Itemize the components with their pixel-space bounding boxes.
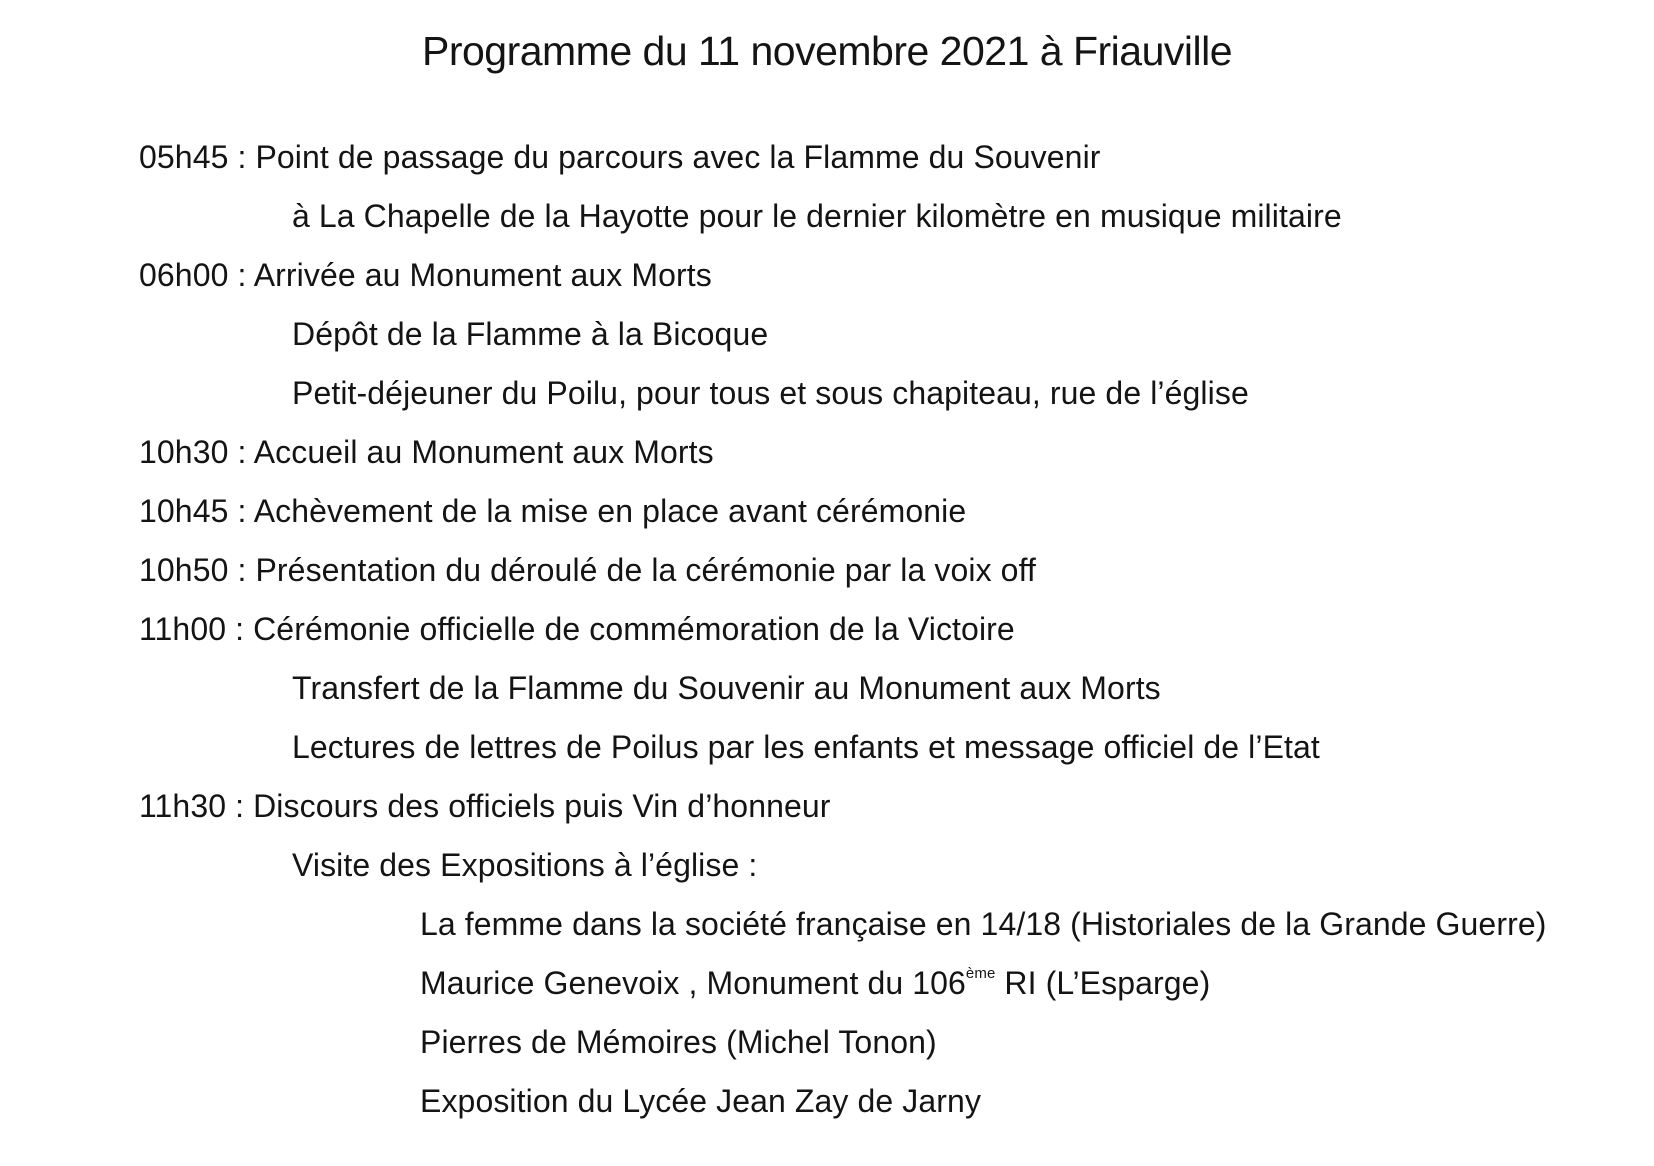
schedule-text: Discours des officiels puis Vin d’honneur [253, 788, 831, 824]
schedule-line [139, 609, 1015, 649]
schedule-line [139, 491, 966, 531]
schedule-time: 10h30 [139, 434, 229, 470]
schedule-subline: Visite des Expositions à l’église : [292, 847, 758, 883]
schedule-subline: Petit-déjeuner du Poilu, pour tous et sous chapiteau, rue de l’église [292, 375, 1249, 411]
schedule-line [139, 137, 1101, 177]
schedule-time: 10h45 [139, 493, 229, 529]
schedule-text: Arrivée au Monument aux Morts [253, 257, 712, 293]
schedule-separator: : [228, 257, 254, 293]
schedule-time: 11h00 [139, 611, 227, 647]
schedule-line [139, 550, 1036, 590]
schedule-line [139, 786, 831, 826]
schedule-line [139, 255, 712, 295]
schedule-time: 06h00 [139, 257, 229, 293]
page-title: Programme du 11 novembre 2021 à Friauville [421, 28, 1233, 74]
schedule-time: 11h30 [139, 788, 227, 824]
schedule-subline: à La Chapelle de la Hayotte pour le dernier kilomètre en musique militaire [292, 198, 1342, 234]
schedule-text: Cérémonie officielle de commémoration de la Victoire [253, 611, 1015, 647]
schedule-separator: : [226, 611, 254, 647]
superscript-suffix: ème [965, 965, 996, 982]
exposition-text: Maurice Genevoix , Monument du 106 [420, 965, 966, 1001]
exposition-item: Pierres de Mémoires (Michel Tonon) [420, 1024, 937, 1060]
schedule-separator: : [228, 493, 254, 529]
exposition-item: La femme dans la société française en 14/18 (Historiales de la Grande Guerre) [420, 906, 1547, 942]
schedule-separator: : [228, 552, 256, 588]
schedule-subline: Dépôt de la Flamme à la Bicoque [292, 316, 769, 352]
schedule-subline: Lectures de lettres de Poilus par les enfants et message officiel de l’Etat [292, 729, 1320, 765]
schedule-separator: : [228, 139, 256, 175]
schedule-text: Accueil au Monument aux Morts [253, 434, 714, 470]
exposition-item: Exposition du Lycée Jean Zay de Jarny [420, 1083, 982, 1119]
exposition-text: RI (L’Esparge) [995, 965, 1211, 1001]
schedule-line [139, 432, 714, 472]
schedule-separator: : [226, 788, 254, 824]
schedule-separator: : [228, 434, 254, 470]
schedule-text: Point de passage du parcours avec la Flamme du Souvenir [255, 139, 1101, 175]
schedule-text: Achèvement de la mise en place avant cérémonie [253, 493, 967, 529]
schedule-text: Présentation du déroulé de la cérémonie par la voix off [255, 552, 1036, 588]
schedule-time: 10h50 [139, 552, 229, 588]
exposition-item [420, 963, 1210, 1003]
schedule-subline: Transfert de la Flamme du Souvenir au Monument aux Morts [292, 670, 1161, 706]
schedule-time: 05h45 [139, 139, 229, 175]
